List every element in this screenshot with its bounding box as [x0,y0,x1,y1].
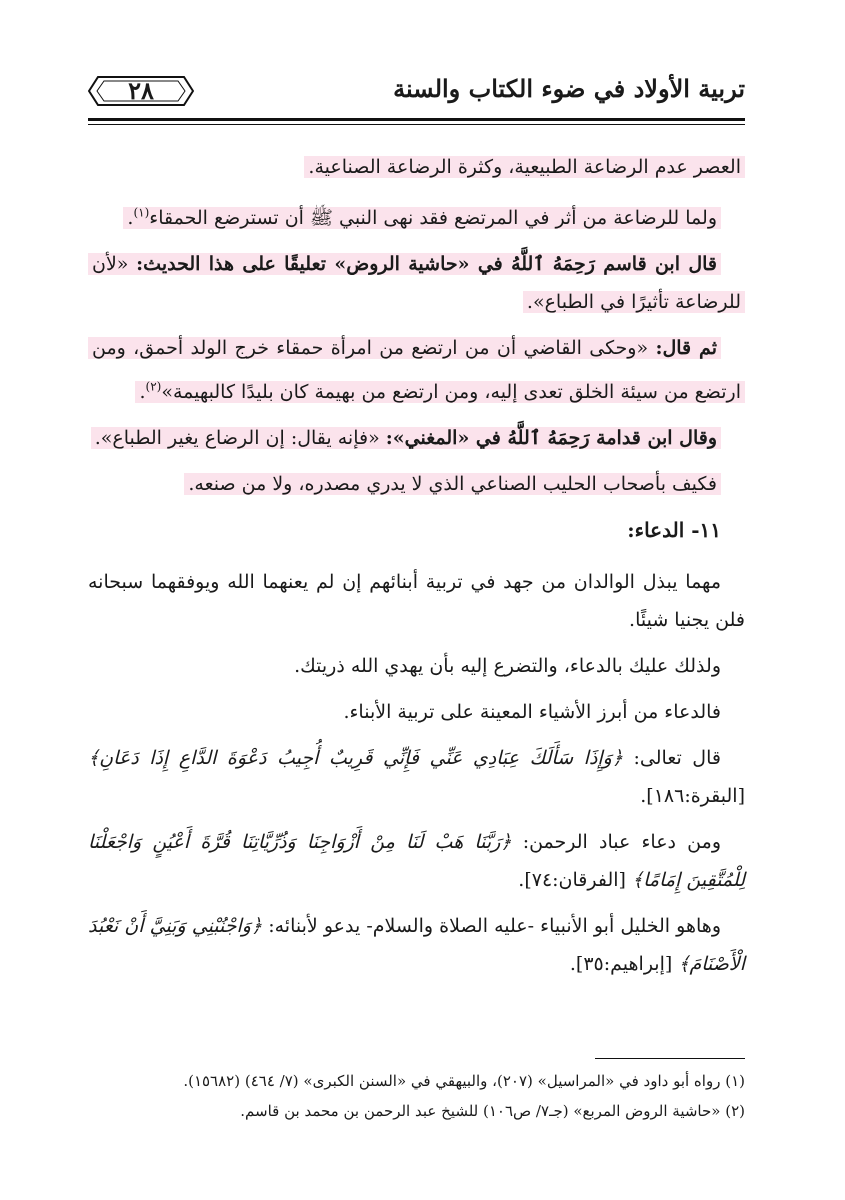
paragraph [88,194,745,237]
verse-reference: [الفرقان:٧٤]. [518,868,632,891]
paragraph: مهما يبذل الوالدان من جهد في تربية أبنائهم إن لم يعنهما الله ويوفقهما سبحانه فلن يجنيا شيئًا. [88,570,745,631]
footnote: (١) رواه أبو داود في «المراسيل» (٢٠٧)، والبيهقي في «السنن الكبرى» (٧/ ٤٦٤) (١٥٦٨٢). [183,1072,745,1090]
paragraph [88,245,745,321]
highlighted-text: العصر عدم الرضاعة الطبيعية، وكثرة الرضاعة الصناعية. [304,156,745,178]
paragraph [88,148,745,186]
paragraph [88,465,745,503]
footnote: (٢) «حاشية الروض المربع» (جـ٧/ ص١٠٦) للشيخ عبد الرحمن بن محمد بن قاسم. [240,1102,745,1120]
page-header [88,70,745,116]
paragraph: وهاهو الخليل أبو الأنبياء -عليه الصلاة والسلام- يدعو لأبنائه: ﴿وَاجْنُبْنِي وَبَنِيَّ أَنْ نَعْبُدَ الْأَصْنَامَ﴾ [إبراهيم:٣٥]. [88,914,745,975]
quran-verse: ﴿وَإِذَا سَأَلَكَ عِبَادِي عَنِّي فَإِنِّي قَرِيبٌ أُجِيبُ دَعْوَةَ الدَّاعِ إِذَا دَعَانِ﴾ [88,746,634,769]
highlighted-text: ثم قال: «وحكى القاضي أن من ارتضع من امرأة حمقاء خرج الولد أحمق، ومن ارتضع من سيئة الخلق تعدى إليه، ومن ارتضع من بهيمة كان بليدًا كالبهيمة»$^{(٢)}$. [88,337,745,402]
quran-verse: ﴿رَبَّنَا هَبْ لَنَا مِنْ أَزْوَاجِنَا وَذُرِّيَّاتِنَا قُرَّةَ أَعْيُنٍ وَاجْعَلْنَا لِلْمُتَّقِينَ إِمَامًا﴾ [88,830,745,891]
highlighted-text: قال ابن قاسم رَحِمَهُ ٱللَّهُ في «حاشية الروض» تعليقًا على هذا الحديث: «لأن للرضاعة تأثيرًا في الطباع». [88,253,745,313]
highlighted-text: فكيف بأصحاب الحليب الصناعي الذي لا يدري مصدره، ولا من صنعه. [184,473,721,495]
page-number-frame [88,76,194,106]
verse-reference: [إبراهيم:٣٥]. [569,952,679,975]
footnote-marker: (٢) [145,379,162,394]
highlighted-text: ولما للرضاعة من أثر في المرتضع فقد نهى النبي ﷺ أن تسترضع الحمقاء$^{(١)}$. [123,207,721,229]
paragraph: قال تعالى: ﴿وَإِذَا سَأَلَكَ عِبَادِي عَنِّي فَإِنِّي قَرِيبٌ أُجِيبُ دَعْوَةَ الدَّاعِ إِذَا دَعَانِ﴾ [البقرة:١٨٦]. [88,746,745,807]
paragraph: فالدعاء من أبرز الأشياء المعينة على تربية الأبناء. [343,700,721,723]
main-text [88,148,745,991]
page-number: ٢٨ [128,76,154,105]
footnote-rule [595,1058,745,1059]
paragraph: ومن دعاء عباد الرحمن: ﴿رَبَّنَا هَبْ لَنَا مِنْ أَزْوَاجِنَا وَذُرِّيَّاتِنَا قُرَّةَ أَعْيُنٍ وَاجْعَلْنَا لِلْمُتَّقِينَ إِمَامًا﴾ [الفرقان:٧٤]. [88,830,745,891]
header-rule [88,118,745,121]
header-rule-thin [88,124,745,125]
verse-reference: [البقرة:١٨٦]. [640,784,745,807]
section-heading: ١١- الدعاء: [627,517,721,542]
paragraph: ولذلك عليك بالدعاء، والتضرع إليه بأن يهدي الله ذريتك. [294,654,721,677]
paragraph [88,329,745,410]
running-title: تربية الأولاد في ضوء الكتاب والسنة [393,74,745,103]
footnote-marker: (١) [133,206,150,220]
paragraph [88,419,745,457]
quran-verse: ﴿وَاجْنُبْنِي وَبَنِيَّ أَنْ نَعْبُدَ الْأَصْنَامَ﴾ [88,914,745,975]
footnotes [88,1066,745,1126]
highlighted-text: وقال ابن قدامة رَحِمَهُ ٱللَّهُ في «المغني»: «فإنه يقال: إن الرضاع يغير الطباع». [91,427,721,449]
